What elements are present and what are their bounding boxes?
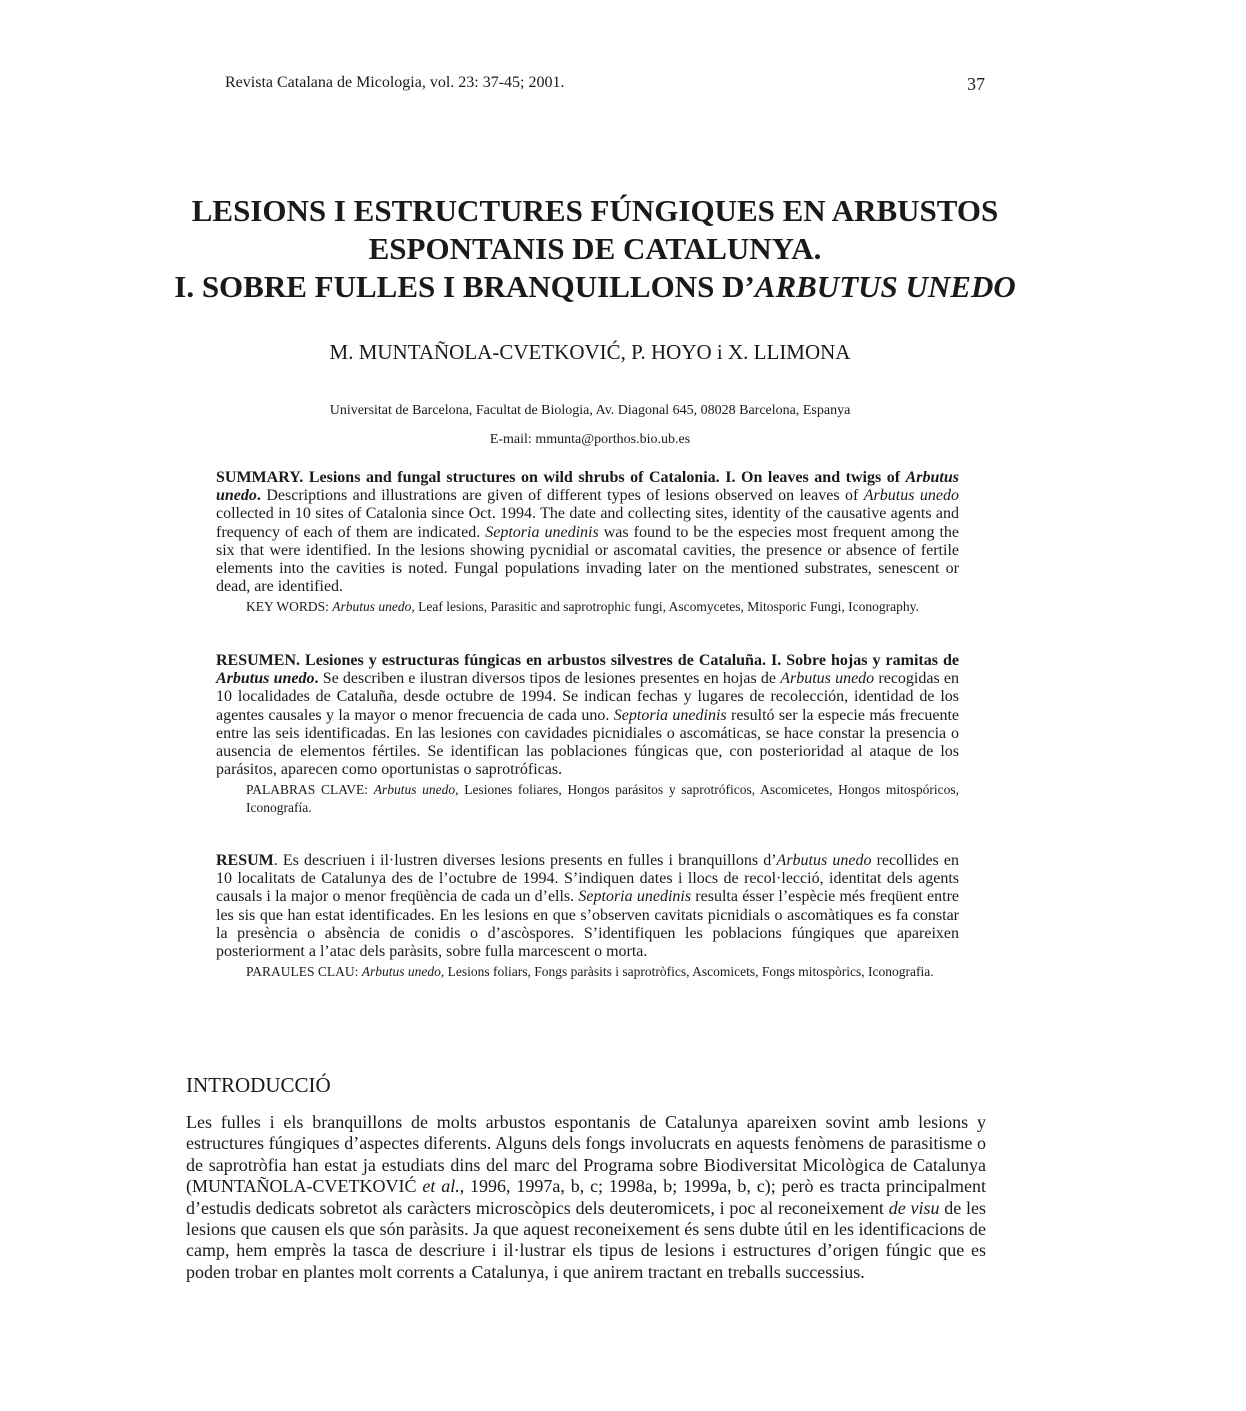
- running-head: [225, 74, 985, 96]
- summary-kw-rest: , Leaf lesions, Parasitic and saprotrophic fungi, Ascomycetes, Mitosporic Fungi, Iconography.: [411, 599, 919, 615]
- summary-title: Lesions and fungal structures on wild shrubs of Catalonia. I. On leaves and twigs of: [303, 469, 906, 486]
- summary-species-2: Septoria unedinis: [485, 523, 599, 541]
- resumen-kw-species: Arbutus unedo: [373, 782, 456, 798]
- intro-text-3: de les lesions que causen els que són paràsits. Ja que aquest reconeixement és sens dubte útil en les identificacions de camp, hem emprès la tasca de descriure i il·lustrar els tipus de lesions i estructures d’origen fúngic que es poden trobar en plantes molt corrents a Catalunya, i que anirem tractant en treballs successius.: [186, 1197, 987, 1282]
- summary-label: SUMMARY.: [216, 469, 304, 486]
- title-line-2: ESPONTANIS DE CATALUNYA.: [368, 231, 822, 266]
- intro-paragraph: [186, 1112, 986, 1283]
- summary-species-1: Arbutus unedo: [863, 487, 959, 505]
- intro-text-2: , 1996, 1997a, b, c; 1998a, b; 1999a, b, c); però es tracta principalment d’estudis dedicats sobretot als caràcters microscòpics dels deuteromicets, i poc al reconeixement: [186, 1176, 986, 1218]
- resumen-title-species: Arbutus unedo: [216, 670, 315, 688]
- resumen-title: Lesiones y estructuras fúngicas en arbustos silvestres de Cataluña. I. Sobre hojas y ramitas de: [300, 652, 959, 669]
- summary-text-3: was found to be the especies most frequent among the six that were identified. In the lesions showing pycnidial or ascomatal cavities, the presence or absence of fertile elements into the cavities is noted. Fungal populations invading later on the mentioned substrates, senescent or dead, are identified.: [216, 523, 960, 596]
- journal-citation: Revista Catalana de Micologia, vol. 23: 37-45; 2001.: [225, 74, 565, 91]
- resum-text-1: recollides en 10 localitats de Catalunya des de l’octubre de 1994. S’indiquen dates i llocs de recol·lecció, identitat dels agents causals i la major o menor freqüència de cada un d’ells.: [216, 852, 960, 906]
- resumen-abstract: [216, 652, 959, 817]
- resum-text-0: . Es descriuen i il·lustren diverses lesions presents en fulles i branquillons d’: [273, 852, 777, 869]
- title-line-1: LESIONS I ESTRUCTURES FÚNGIQUES EN ARBUSTOS: [191, 193, 999, 228]
- resumen-text: [216, 652, 959, 779]
- resum-kw-label: PARAULES CLAU:: [246, 964, 362, 980]
- resumen-species-1: Arbutus unedo: [780, 670, 875, 688]
- summary-title-species: Arbutus unedo: [216, 469, 959, 505]
- resumen-title-end: .: [314, 670, 319, 688]
- summary-kw-label: KEY WORDS:: [246, 599, 333, 615]
- affiliation-address: Universitat de Barcelona, Facultat de Biologia, Av. Diagonal 645, 08028 Barcelona, Espanya: [329, 403, 851, 418]
- resum-kw-rest: , Lesions foliars, Fongs paràsits i saprotròfics, Ascomicets, Fongs mitospòrics, Iconografia.: [440, 964, 934, 980]
- resum-kw-species: Arbutus unedo: [361, 964, 441, 980]
- title-line-3-prefix: I. SOBRE FULLES I BRANQUILLONS D’: [174, 269, 755, 304]
- intro-italic-1: et al.: [422, 1176, 460, 1197]
- title-line-3: [150, 268, 1040, 306]
- paper-title: [150, 192, 1040, 306]
- resumen-kw-rest: , Lesiones foliares, Hongos parásitos y saprotróficos, Ascomicetes, Hongos mitospóricos, Iconografía.: [246, 782, 959, 816]
- page-number: 37: [967, 74, 985, 94]
- resumen-species-2: Septoria unedinis: [613, 706, 727, 724]
- summary-text-1: Descriptions and illustrations are given of different types of lesions observed on leaves of: [260, 487, 864, 505]
- resum-species-1: Septoria unedinis: [578, 888, 692, 906]
- title-species: ARBUTUS UNEDO: [754, 269, 1016, 304]
- resum-species-0: Arbutus unedo: [776, 852, 872, 869]
- resum-text: [216, 852, 959, 961]
- intro-italic-2: de visu: [888, 1197, 940, 1218]
- resum-keywords: [216, 963, 959, 981]
- resumen-kw-label: PALABRAS CLAVE:: [246, 782, 374, 798]
- summary-text-2: collected in 10 sites of Catalonia since Oct. 1994. The date and collecting sites, identity of the causative agents and frequency of each of them are indicated.: [216, 505, 959, 541]
- affiliation: [200, 396, 980, 454]
- resumen-label: RESUMEN.: [216, 652, 301, 669]
- summary-keywords: [216, 598, 959, 616]
- summary-abstract: [216, 469, 959, 616]
- affiliation-email: E-mail: mmunta@porthos.bio.ub.es: [489, 432, 691, 447]
- resumen-text-3: resultó ser la especie más frecuente entre las seis identificadas. En las lesiones con cavidades picnidiales o ascomáticas, se hace constar la presencia o ausencia de elementos fértiles. Se identifican las poblaciones fúngicas que, con posterioridad al ataque de los parásitos, aparecen como oportunistas o saprotróficas.: [216, 706, 960, 779]
- authors: M. MUNTAÑOLA-CVETKOVIĆ, P. HOYO i X. LLIMONA: [329, 340, 851, 364]
- resumen-text-2: recogidas en 10 localidades de Cataluña, desde octubre de 1994. Se indican fechas y lugares de recolección, identidad de los agentes causales y la mayor o menor frecuencia de cada uno.: [216, 670, 960, 724]
- resum-abstract: [216, 852, 959, 981]
- section-heading-introduccio: INTRODUCCIÓ: [186, 1073, 331, 1097]
- intro-text-1: Les fulles i els branquillons de molts arbustos espontanis de Catalunya apareixen sovint amb lesions y estructures fúngiques d’aspectes diferents. Alguns dels fongs involucrats en aquests fenòmens de parasitisme o de saprotròfia han estat ja estudiats dins del marc del Programa sobre Biodiversitat Micològica de Catalunya (MUNTAÑOLA-CVETKOVIĆ: [186, 1112, 986, 1197]
- summary-kw-species: Arbutus unedo: [332, 599, 412, 615]
- resum-label: RESUM: [216, 852, 274, 869]
- resum-text-2: resulta ésser l’espècie més freqüent entre les sis que han estat identificades. En les lesions en que s’observen cavitats picnidials o ascomàtiques es fa constar la presència o absència de conidis o d’ascòspores. S’identifiquen les poblacions fúngiques que apareixen posteriorment a l’atac dels paràsits, sobre fulla marcescent o morta.: [216, 888, 960, 961]
- resumen-text-1: Se describen e ilustran diversos tipos de lesiones presentes en hojas de: [318, 670, 781, 688]
- resumen-keywords: [216, 781, 959, 817]
- summary-text: [216, 469, 959, 596]
- summary-title-end: .: [256, 487, 261, 505]
